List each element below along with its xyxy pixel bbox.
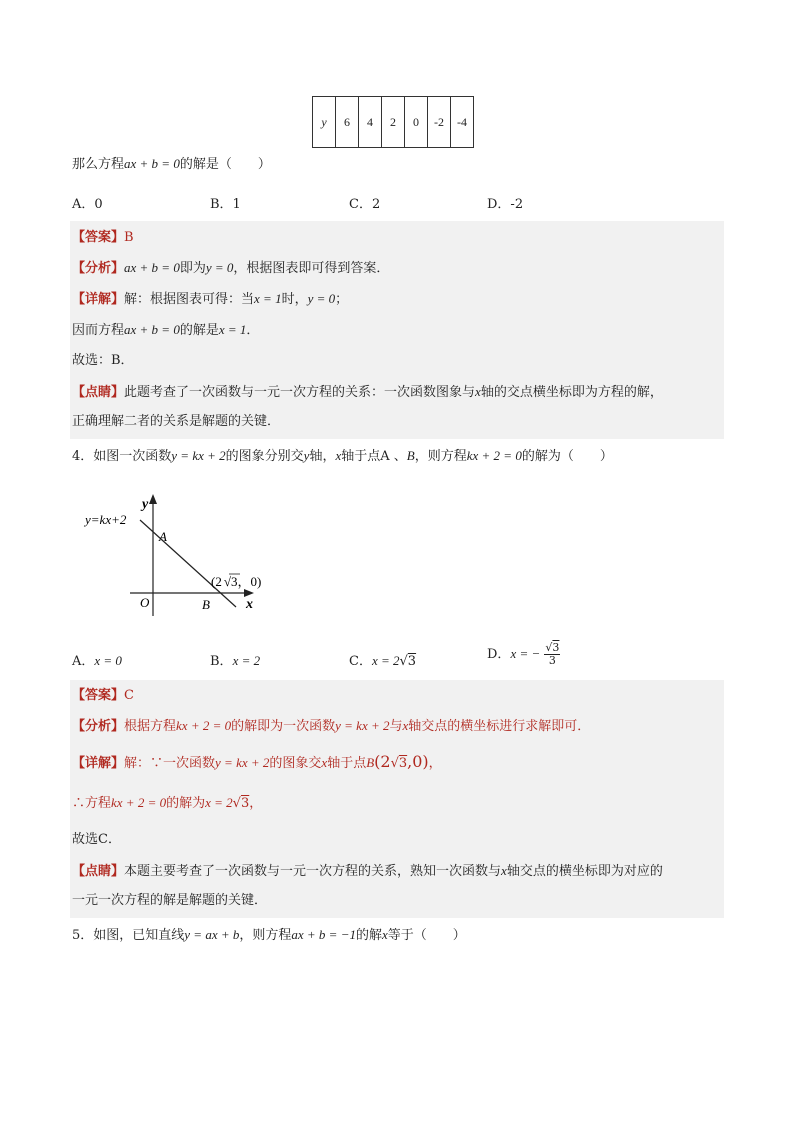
q3-option-d: D．-2: [487, 197, 524, 212]
q4-stem: 4．如图一次函数y = kx + 2的图象分别交y轴，x轴于点A 、B，则方程kx + 2 = 0的解为（ ）: [72, 448, 613, 464]
table-cell: -4: [451, 97, 474, 148]
q3-stem: 那么方程ax + b = 0的解是（ ）: [72, 156, 271, 172]
table-cell: 6: [336, 97, 359, 148]
q3-option-c: C．2: [349, 197, 381, 212]
q4-detail: 【详解】解：∵一次函数y = kx + 2的图象交x轴于点B(2√3,0)，: [72, 752, 442, 771]
q4-option-a: A．x = 0: [72, 653, 122, 669]
q3-analysis: 【分析】ax + b = 0即为y = 0，根据图表即可得到答案．: [72, 260, 390, 276]
q4-option-c: C．x = 2√3: [349, 653, 417, 669]
q3-detail-2: 因而方程ax + b = 0的解是x = 1．: [72, 322, 260, 338]
q3-option-a: A．0: [72, 197, 103, 212]
q3-comment: 【点睛】此题考查了一次函数与一元一次方程的关系：一次函数图象与x轴的交点横坐标即为方程的解，: [72, 384, 663, 400]
y-axis-arrow: [149, 494, 157, 504]
table-cell: 2: [382, 97, 405, 148]
q4-option-d: D．x = − $\frac{√3}{3}$: [487, 641, 560, 667]
origin-label: O: [140, 595, 150, 610]
q4-option-b: B．x = 2: [210, 653, 261, 669]
x-axis-label: x: [246, 597, 253, 612]
point-b-label: B: [202, 597, 210, 612]
q3-choose: 故选：B．: [72, 353, 134, 368]
q4-graph: [80, 490, 280, 620]
q3-option-b: B．1: [210, 197, 241, 212]
q4-analysis: 【分析】根据方程kx + 2 = 0的解即为一次函数y = kx + 2与x轴交点的横坐标进行求解即可．: [72, 718, 591, 734]
q3-answer: 【答案】B: [72, 230, 134, 245]
q4-answer: 【答案】C: [72, 688, 134, 703]
table-cell: -2: [428, 97, 451, 148]
coord-label: (2 √3，0): [211, 574, 262, 589]
sqrt-sign: √: [223, 574, 231, 589]
q5-stem: 5．如图，已知直线y = ax + b，则方程ax + b = −1的解x等于（ ）: [72, 927, 466, 943]
q4-comment-2: 一元一次方程的解是解题的关键．: [72, 893, 268, 908]
value-table: [312, 96, 474, 148]
point-a-label: A: [159, 529, 167, 544]
table-row-label: y: [313, 97, 336, 148]
table-cell: 0: [405, 97, 428, 148]
q4-comment: 【点睛】本题主要考查了一次函数与一元一次方程的关系，熟知一次函数与x轴交点的横坐标即为对应的: [72, 863, 663, 879]
q4-choose: 故选C．: [72, 832, 121, 847]
q3-comment-2: 正确理解二者的关系是解题的关键．: [72, 414, 281, 429]
q4-therefore: ∴方程kx + 2 = 0的解为x = 2√3，: [72, 795, 263, 811]
table-cell: 4: [359, 97, 382, 148]
line-label: y=kx+2: [85, 512, 127, 527]
x-axis-arrow: [244, 589, 254, 597]
function-line: [140, 520, 236, 607]
y-axis-label: y: [142, 497, 149, 512]
fraction: $\frac{√3}{3}$: [545, 641, 560, 667]
q3-detail: 【详解】解：根据图表可得：当x = 1时，y = 0；: [72, 291, 349, 307]
